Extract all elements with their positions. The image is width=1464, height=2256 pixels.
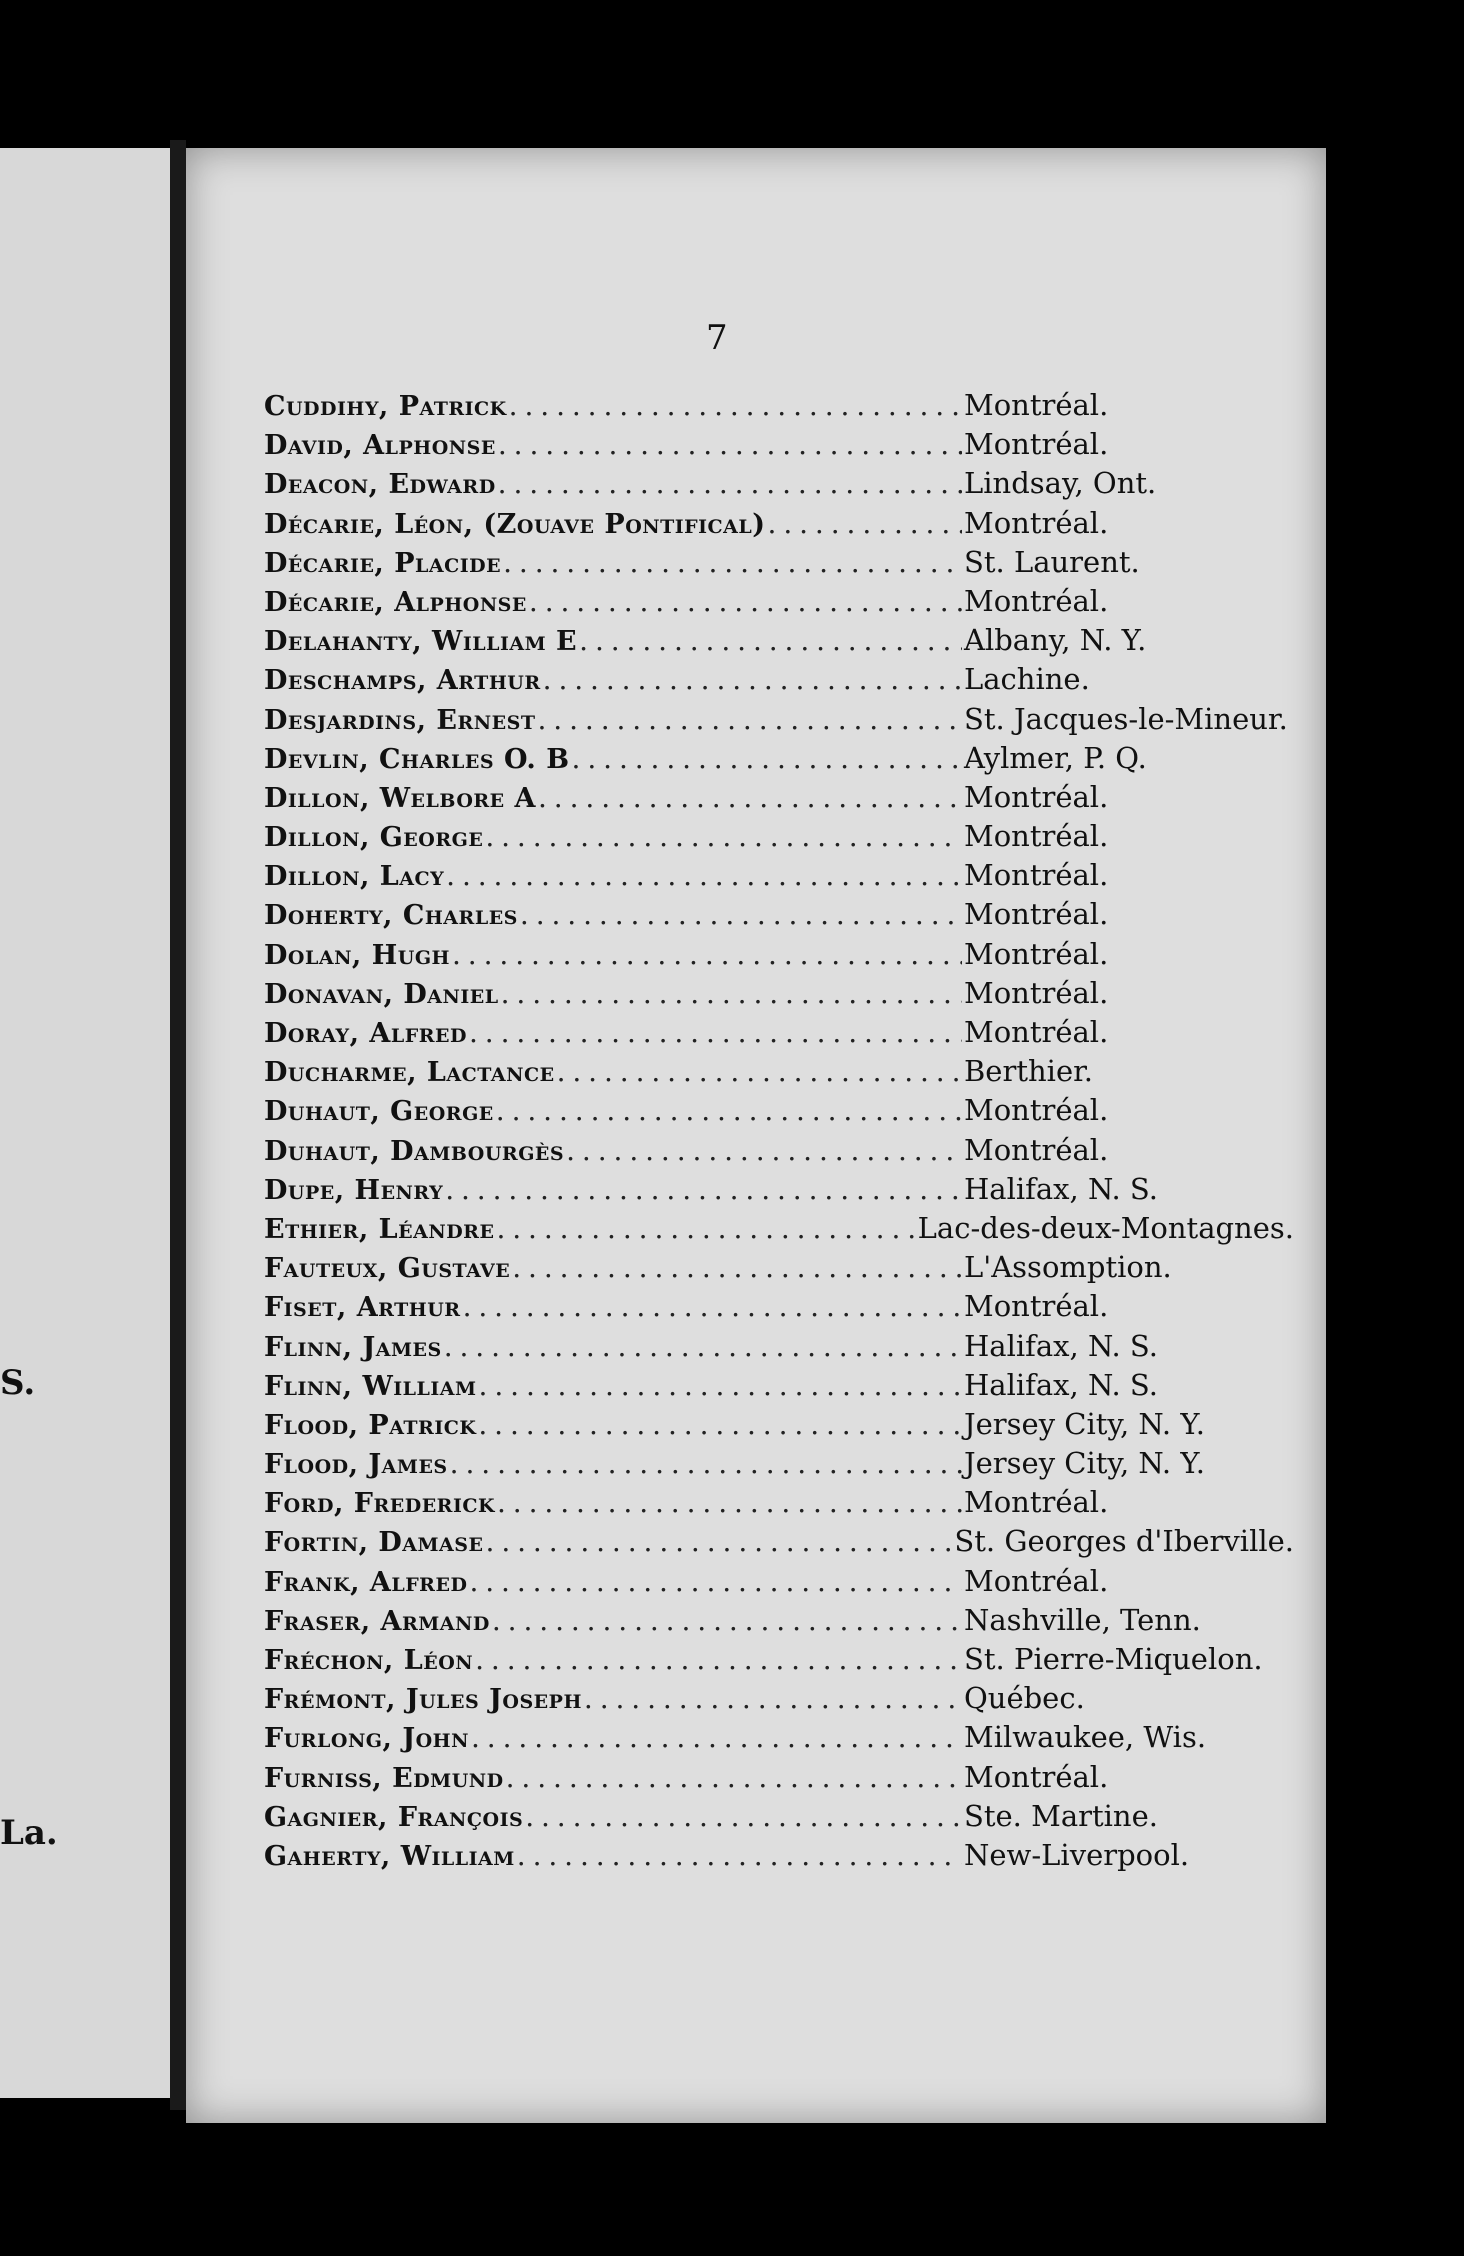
entry-place: Nashville, Tenn. xyxy=(964,1602,1201,1637)
list-item xyxy=(264,1564,1294,1603)
entry-name: Décarie, Alphonse xyxy=(264,586,527,618)
entry-place: St. Pierre-Miquelon. xyxy=(964,1642,1263,1676)
entry-place: Milwaukee, Wis. xyxy=(964,1720,1207,1755)
list-item xyxy=(264,1015,1294,1054)
entry-name: Duhaut, Dambourgès xyxy=(264,1135,565,1167)
leader-dots xyxy=(509,389,962,422)
entry-name: Fauteux, Gustave xyxy=(264,1253,511,1285)
entry-name: Fréchon, Léon xyxy=(264,1645,474,1676)
leader-dots xyxy=(479,1369,962,1402)
entry-place: Montréal. xyxy=(964,1563,1109,1598)
list-item xyxy=(264,1446,1294,1485)
leader-dots xyxy=(446,859,962,892)
entry-place: Halifax, N. S. xyxy=(964,1367,1158,1402)
entry-name: Devlin, Charles O. B xyxy=(264,743,570,775)
entry-name: Doherty, Charles xyxy=(264,900,518,932)
list-item xyxy=(264,897,1294,936)
entry-name: Fortin, Damase xyxy=(264,1527,484,1559)
entry-name: Dolan, Hugh xyxy=(264,939,450,971)
leader-dots xyxy=(463,1290,962,1323)
leader-dots xyxy=(520,898,962,931)
entry-place: Montréal. xyxy=(964,897,1109,932)
entry-place: Montréal. xyxy=(964,819,1109,854)
leader-dots xyxy=(497,1486,962,1519)
leader-dots xyxy=(496,1212,915,1245)
entry-place: Berthier. xyxy=(964,1054,1093,1089)
entry-name: Fiset, Arthur xyxy=(264,1292,461,1324)
entry-place: Montréal. xyxy=(964,583,1109,618)
leader-dots xyxy=(557,1055,962,1088)
leader-dots xyxy=(498,428,962,461)
leader-dots xyxy=(450,1447,962,1480)
entry-place: Montréal. xyxy=(964,1015,1109,1049)
entry-place: Québec. xyxy=(964,1681,1085,1716)
leader-dots xyxy=(486,1525,953,1558)
leader-dots xyxy=(501,977,962,1010)
list-item xyxy=(264,1093,1294,1132)
leader-dots xyxy=(503,546,962,579)
list-item xyxy=(264,466,1294,505)
leader-dots xyxy=(566,1134,962,1167)
list-item xyxy=(264,1603,1294,1642)
leader-dots xyxy=(525,1800,962,1833)
leader-dots xyxy=(572,742,962,775)
leader-dots xyxy=(445,1173,962,1206)
list-item xyxy=(264,545,1294,584)
entry-name: Furniss, Edmund xyxy=(264,1762,504,1794)
page-number: 7 xyxy=(706,318,728,358)
list-item xyxy=(264,1172,1294,1211)
entry-place: Montréal. xyxy=(964,936,1109,971)
leader-dots xyxy=(471,1721,962,1754)
entry-name: Gagnier, François xyxy=(264,1801,524,1833)
entry-name: David, Alphonse xyxy=(264,430,496,462)
list-item xyxy=(264,662,1294,701)
entry-place: Jersey City, N. Y. xyxy=(964,1446,1205,1481)
leader-dots xyxy=(478,1408,962,1441)
leader-dots xyxy=(506,1761,962,1794)
list-item xyxy=(264,702,1294,741)
leader-dots xyxy=(529,585,962,618)
list-item xyxy=(264,819,1294,858)
leader-dots xyxy=(498,467,962,500)
leader-dots xyxy=(512,1251,962,1284)
entry-place: Montréal. xyxy=(964,858,1109,893)
entry-place: Ste. Martine. xyxy=(964,1798,1158,1833)
list-item xyxy=(264,1133,1294,1172)
entry-name: Frémont, Jules Joseph xyxy=(264,1684,582,1716)
entry-name: Décarie, Léon, (Zouave Pontifical) xyxy=(264,508,766,540)
entry-name: Deacon, Edward xyxy=(264,469,496,501)
leader-dots xyxy=(496,1094,962,1127)
leader-dots xyxy=(543,663,962,696)
entry-place: Lachine. xyxy=(964,662,1090,697)
entry-name: Ford, Frederick xyxy=(264,1488,495,1520)
page xyxy=(186,148,1326,2123)
entry-name: Doray, Alfred xyxy=(264,1018,467,1049)
list-item xyxy=(264,1368,1294,1407)
entry-name: Fraser, Armand xyxy=(264,1605,490,1637)
left-page-edge xyxy=(0,148,170,2098)
entry-name: Cuddihy, Patrick xyxy=(264,391,507,422)
entry-name: Frank, Alfred xyxy=(264,1566,468,1598)
list-item xyxy=(264,506,1294,545)
list-item xyxy=(264,1250,1294,1289)
entry-place: Halifax, N. S. xyxy=(964,1171,1158,1206)
entry-name: Donavan, Daniel xyxy=(264,978,499,1010)
list-item xyxy=(264,1485,1294,1524)
list-item xyxy=(264,427,1294,466)
entry-place: Montréal. xyxy=(964,388,1109,422)
list-item xyxy=(264,1799,1294,1838)
list-item xyxy=(264,780,1294,819)
left-page-fragment: S. xyxy=(0,1363,36,1403)
entry-place: Lac-des-deux-Montagnes. xyxy=(917,1210,1294,1245)
entry-list xyxy=(264,388,1294,1877)
entry-place: Montréal. xyxy=(964,1485,1109,1520)
left-page-fragment: La. xyxy=(0,1813,58,1853)
entry-name: Duhaut, George xyxy=(264,1096,494,1128)
list-item xyxy=(264,976,1294,1015)
leader-dots xyxy=(452,938,962,971)
leader-dots xyxy=(485,820,962,853)
entry-place: Montréal. xyxy=(964,1093,1109,1128)
entry-name: Dupe, Henry xyxy=(264,1174,444,1206)
entry-place: Jersey City, N. Y. xyxy=(964,1406,1205,1441)
list-item xyxy=(264,584,1294,623)
entry-name: Dillon, George xyxy=(264,822,484,854)
entry-place: Montréal. xyxy=(964,1289,1109,1324)
list-item xyxy=(264,858,1294,897)
entry-name: Deschamps, Arthur xyxy=(264,665,541,697)
entry-place: Lindsay, Ont. xyxy=(964,466,1157,501)
list-item xyxy=(264,1838,1294,1877)
list-item xyxy=(264,1720,1294,1759)
entry-name: Dillon, Welbore A xyxy=(264,782,536,814)
entry-place: Aylmer, P. Q. xyxy=(964,740,1147,775)
leader-dots xyxy=(584,1682,962,1715)
list-item xyxy=(264,623,1294,662)
entry-place: Montréal. xyxy=(964,505,1109,540)
list-item xyxy=(264,1054,1294,1093)
entry-place: L'Assomption. xyxy=(964,1250,1172,1285)
entry-name: Décarie, Placide xyxy=(264,547,502,579)
leader-dots xyxy=(517,1839,962,1872)
list-item xyxy=(264,388,1294,427)
entry-name: Dillon, Lacy xyxy=(264,861,445,893)
entry-place: Halifax, N. S. xyxy=(964,1328,1158,1363)
list-item xyxy=(264,1760,1294,1799)
entry-name: Desjardins, Ernest xyxy=(264,704,536,736)
entry-place: St. Laurent. xyxy=(964,544,1140,579)
leader-dots xyxy=(537,703,962,736)
list-item xyxy=(264,1329,1294,1368)
list-item xyxy=(264,741,1294,780)
entry-name: Delahanty, William E xyxy=(264,626,578,658)
entry-place: Montréal. xyxy=(964,1132,1109,1167)
list-item xyxy=(264,1681,1294,1720)
entry-name: Furlong, John xyxy=(264,1723,469,1755)
leader-dots xyxy=(469,1565,962,1598)
entry-name: Flood, Patrick xyxy=(264,1409,477,1441)
entry-place: Montréal. xyxy=(964,1759,1109,1794)
list-item xyxy=(264,1211,1294,1250)
entry-place: Albany, N. Y. xyxy=(964,623,1147,658)
list-item xyxy=(264,1407,1294,1446)
entry-name: Flinn, William xyxy=(264,1370,477,1402)
entry-place: St. Jacques-le-Mineur. xyxy=(964,701,1288,736)
entry-place: Montréal. xyxy=(964,427,1109,462)
leader-dots xyxy=(579,624,962,657)
leader-dots xyxy=(475,1643,962,1676)
list-item xyxy=(264,1524,1294,1563)
list-item xyxy=(264,1642,1294,1681)
entry-name: Ethier, Léandre xyxy=(264,1213,495,1245)
leader-dots xyxy=(768,507,962,540)
entry-name: Flood, James xyxy=(264,1449,448,1481)
entry-place: New-Liverpool. xyxy=(964,1837,1190,1872)
leader-dots xyxy=(469,1016,962,1049)
leader-dots xyxy=(492,1604,962,1637)
list-item xyxy=(264,1289,1294,1328)
book-gutter xyxy=(170,140,186,2110)
entry-place: Montréal. xyxy=(964,975,1109,1010)
leader-dots xyxy=(444,1330,962,1363)
entry-name: Flinn, James xyxy=(264,1331,442,1363)
entry-name: Gaherty, William xyxy=(264,1840,515,1872)
entry-place: Montréal. xyxy=(964,779,1109,814)
entry-name: Ducharme, Lactance xyxy=(264,1057,555,1089)
entry-place: St. Georges d'Iberville. xyxy=(954,1524,1294,1559)
leader-dots xyxy=(538,781,962,814)
list-item xyxy=(264,937,1294,976)
